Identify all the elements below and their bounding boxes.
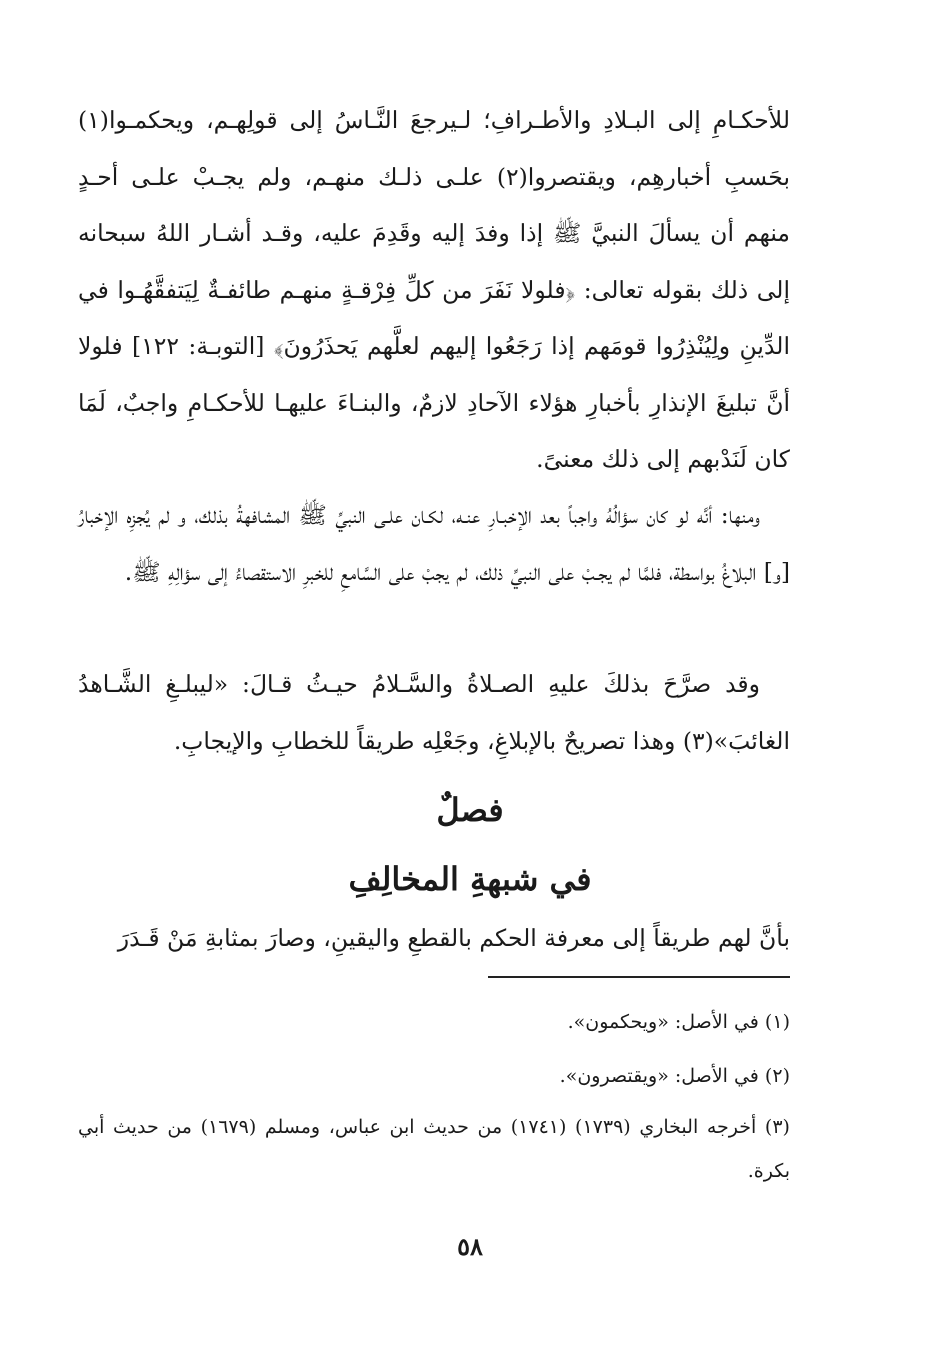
paragraph-3: وقد صرَّحَ بذلكَ عليهِ الصـلاةُ والسَّـلامُ حيـثُ قـالَ: «ليبلـغِ الشَّـاهدُ الغائبَ»(٣) وهذا تصريحٌ بالإبلاغِ، وجَعْلِه طريقاً للخطابِ والإيجابِ. bbox=[78, 670, 790, 755]
footnote-3: (٣) أخرجه البخاري (١٧٣٩) (١٧٤١) من حديث ابن عباس، ومسلم (١٦٧٩) من حديث أبي بكرة. bbox=[78, 1116, 790, 1182]
page-number: ٥٨ bbox=[457, 1232, 483, 1261]
paragraph-1: للأحكـامِ إلى البـلادِ والأطـرافِ؛ لـيرجعَ النَّـاسُ إلى قولِهـم، ويحكمـوا(١) بحَسبِ أخبارهِم، ويقتصروا(٢) علـى ذلـك منهـم، ولم يجـبْ علـى أحـدٍ منهم أن يسألَ النبيَّ ﷺ إذا وفدَ إليه وقَدِمَ عليه، وقـد أشـار اللهُ سبحانه إلى ذلك بقوله تعالى: ﴿فلولا نَفَرَ من كلِّ فِرْقـةٍ منهـم طائفـةٌ لِيَتفقَّهُـوا في الدِّينِ ولِيُنْذِرُوا قومَهم إذا رَجَعُوا إليهم لعلَّهم يَحذَرُونَ﴾ [التوبـة: ١٢٢] فلولا أنَّ تبليغَ الإنذارِ بأخبارِ هؤلاء الآحادِ لازمٌ، والبنـاءَ عليهـا للأحكـامِ واجبٌ، لَمَا كان لَنَدْبهم إلى ذلك معنىً. bbox=[78, 106, 790, 473]
section-heading: فصلٌ bbox=[436, 791, 504, 829]
footnote-2: (٢) في الأصل: «ويقتصرون». bbox=[559, 1065, 790, 1087]
footnote-separator bbox=[488, 976, 790, 978]
footnote-1: (١) في الأصل: «ويحكمون». bbox=[567, 1011, 790, 1033]
paragraph-2: ومنها: أنَّه لو كان سؤالُهُ واجباً بعد الإخبـارِ عنـه، لكـان علـى النبيِّ ﷺ المشافهةُ بذلك، و لم يُجزِه الإخبارُ [و] البلاغُ بواسطة، فلمَّا لم يجـبْ على النبيِّ ذلك، لم يجبْ على السَّامعِ للخبرِ الاستقصاءُ إلى سؤالِهِ ﷺ. bbox=[78, 501, 790, 586]
paragraph-4: بأنَّ لهم طريقاً إلى معرفة الحكم بالقطعِ واليقينِ، وصارَ بمثابةِ مَنْ قَـدَرَ bbox=[117, 924, 790, 952]
section-subheading: في شبهةِ المخالِفِ bbox=[348, 860, 592, 898]
